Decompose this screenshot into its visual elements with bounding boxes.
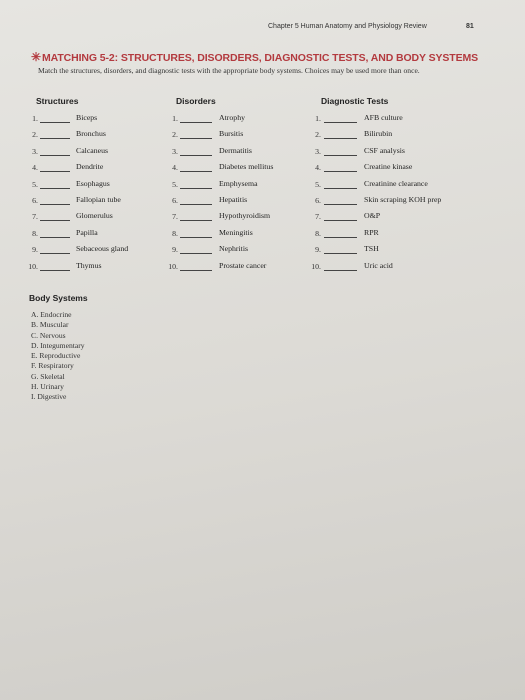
- answer-blank[interactable]: [40, 220, 70, 221]
- item-term: Hepatitis: [219, 194, 248, 204]
- answer-blank[interactable]: [40, 270, 70, 271]
- item-number: 6.: [315, 195, 321, 205]
- answer-blank[interactable]: [324, 188, 357, 189]
- match-row: [168, 259, 316, 275]
- match-row: [32, 242, 176, 258]
- item-term: Atrophy: [219, 113, 245, 122]
- item-number: 4.: [172, 163, 178, 173]
- body-system-option: D. Integumentary: [31, 340, 85, 350]
- match-row: [315, 242, 491, 258]
- item-number: 5.: [172, 179, 178, 189]
- item-term: Hypothyroidism: [219, 211, 271, 221]
- item-term: Papilla: [76, 227, 98, 237]
- answer-blank[interactable]: [324, 171, 357, 172]
- body-system-option: H. Urinary: [31, 382, 64, 392]
- structures-column: [28, 96, 176, 275]
- answer-blank[interactable]: [324, 237, 357, 238]
- item-term: O&P: [364, 211, 381, 221]
- diagnostic-tests-column: [311, 96, 491, 275]
- item-term: Sebaceous gland: [76, 244, 129, 254]
- item-number: 6.: [32, 195, 38, 205]
- answer-blank[interactable]: [40, 237, 70, 238]
- match-row: [172, 160, 316, 176]
- answer-blank[interactable]: [40, 188, 70, 189]
- match-row: [311, 259, 491, 275]
- item-number: 2.: [315, 130, 321, 140]
- structures-list: [28, 111, 176, 275]
- item-term: Bursitis: [219, 129, 244, 139]
- body-system-option: F. Respiratory: [31, 361, 74, 371]
- match-row: [172, 177, 316, 193]
- answer-blank[interactable]: [324, 204, 357, 205]
- match-row: [32, 209, 176, 225]
- match-row: [32, 160, 176, 176]
- body-system-option: C. Nervous: [31, 330, 66, 340]
- item-term: Emphysema: [219, 178, 258, 188]
- match-row: [315, 193, 491, 209]
- item-number: 8.: [32, 228, 38, 238]
- answer-blank[interactable]: [180, 253, 212, 254]
- item-term: Bronchus: [76, 129, 106, 139]
- item-number: 7.: [315, 212, 321, 222]
- item-number: 3.: [172, 146, 178, 156]
- item-number: 3.: [315, 146, 321, 156]
- item-number: 9.: [315, 245, 321, 255]
- item-term: Thymus: [76, 260, 102, 270]
- match-row: [32, 193, 176, 209]
- item-number: 3.: [32, 146, 38, 156]
- diagnostic-tests-heading: Diagnostic Tests: [321, 96, 389, 106]
- item-term: Meningitis: [219, 227, 253, 237]
- structures-heading: Structures: [36, 96, 79, 106]
- body-system-option: I. Digestive: [31, 392, 67, 402]
- disorders-heading: Disorders: [176, 96, 216, 106]
- item-term: Nephritis: [219, 244, 249, 254]
- item-number: 10.: [311, 261, 321, 271]
- item-number: 1.: [315, 114, 321, 123]
- item-term: Diabetes mellitus: [219, 162, 274, 172]
- answer-blank[interactable]: [324, 138, 357, 139]
- item-term: Esophagus: [76, 178, 110, 188]
- item-number: 8.: [315, 228, 321, 238]
- answer-blank[interactable]: [180, 188, 212, 189]
- exercise-title-text: MATCHING 5-2: STRUCTURES, DISORDERS, DIAGNOSTIC TESTS, AND BODY SYSTEMS: [41, 52, 479, 64]
- answer-blank[interactable]: [324, 253, 357, 254]
- item-number: 2.: [32, 130, 38, 140]
- match-row: [172, 226, 316, 242]
- item-term: Dermatitis: [219, 145, 252, 155]
- exercise-title: [31, 50, 491, 64]
- answer-blank[interactable]: [180, 122, 212, 123]
- match-row: [32, 111, 176, 127]
- answer-blank[interactable]: [40, 253, 70, 254]
- item-number: 5.: [315, 179, 321, 189]
- match-row: [28, 259, 176, 275]
- match-row: [32, 127, 176, 143]
- item-term: Biceps: [76, 113, 98, 122]
- answer-blank[interactable]: [40, 138, 70, 139]
- item-number: 4.: [315, 163, 321, 173]
- match-row: [172, 111, 316, 127]
- answer-blank[interactable]: [180, 270, 212, 271]
- disorders-column: [168, 96, 316, 275]
- item-number: 7.: [32, 212, 38, 222]
- match-row: [32, 226, 176, 242]
- match-row: [315, 111, 491, 127]
- match-row: [315, 209, 491, 225]
- match-row: [172, 193, 316, 209]
- answer-blank[interactable]: [324, 122, 357, 123]
- item-term: Fallopian tube: [76, 194, 121, 204]
- item-number: 1.: [172, 114, 178, 123]
- item-term: Bilirubin: [364, 129, 393, 139]
- answer-blank[interactable]: [180, 237, 212, 238]
- disorders-list: [168, 111, 316, 275]
- item-number: 6.: [172, 195, 178, 205]
- item-term: Uric acid: [364, 260, 393, 270]
- item-term: Dendrite: [76, 162, 104, 172]
- match-row: [315, 226, 491, 242]
- running-head-text: Chapter 5 Human Anatomy and Physiology Review: [268, 23, 427, 30]
- item-number: 7.: [172, 212, 178, 222]
- answer-blank[interactable]: [40, 204, 70, 205]
- item-term: Glomerulus: [76, 211, 113, 221]
- match-row: [172, 144, 316, 160]
- answer-blank[interactable]: [324, 270, 357, 271]
- body-system-option: B. Muscular: [31, 320, 69, 330]
- body-system-option: G. Skeletal: [31, 371, 65, 381]
- match-row: [32, 144, 176, 160]
- item-term: Prostate cancer: [219, 260, 267, 270]
- answer-blank[interactable]: [40, 122, 70, 123]
- running-head: [268, 23, 474, 30]
- match-row: [172, 127, 316, 143]
- item-number: 9.: [32, 245, 38, 255]
- answer-blank[interactable]: [324, 220, 357, 221]
- item-number: 10.: [168, 261, 178, 271]
- answer-blank[interactable]: [180, 220, 212, 221]
- body-systems-heading: Body Systems: [29, 293, 88, 303]
- answer-blank[interactable]: [40, 155, 70, 156]
- item-term: Calcaneus: [76, 145, 109, 155]
- star-icon: ✳: [31, 50, 41, 64]
- answer-blank[interactable]: [180, 155, 212, 156]
- match-row: [315, 160, 491, 176]
- page-number: 81: [466, 23, 474, 30]
- answer-blank[interactable]: [324, 155, 357, 156]
- item-number: 9.: [172, 245, 178, 255]
- item-term: TSH: [364, 244, 379, 254]
- match-row: [315, 144, 491, 160]
- body-systems-list: [29, 310, 88, 403]
- item-term: Creatinine clearance: [364, 178, 428, 188]
- body-system-option: E. Reproductive: [31, 351, 81, 361]
- body-systems-section: [29, 293, 88, 403]
- item-number: 10.: [28, 261, 38, 271]
- match-row: [32, 177, 176, 193]
- answer-blank[interactable]: [40, 171, 70, 172]
- answer-blank[interactable]: [180, 171, 212, 172]
- match-row: [172, 209, 316, 225]
- answer-blank[interactable]: [180, 204, 212, 205]
- item-term: AFB culture: [364, 113, 403, 122]
- item-number: 4.: [32, 163, 38, 173]
- item-term: Skin scraping KOH prep: [364, 194, 442, 204]
- item-number: 2.: [172, 130, 178, 140]
- match-row: [315, 177, 491, 193]
- match-row: [315, 127, 491, 143]
- item-number: 1.: [32, 114, 38, 123]
- item-term: CSF analysis: [364, 145, 405, 155]
- item-number: 8.: [172, 228, 178, 238]
- answer-blank[interactable]: [180, 138, 212, 139]
- item-term: RPR: [364, 227, 379, 237]
- body-system-option: A. Endocrine: [31, 310, 72, 319]
- item-term: Creatine kinase: [364, 162, 413, 172]
- instructions: Match the structures, disorders, and diagnostic tests with the appropriate body systems. Choices may be used more than once.: [38, 66, 420, 75]
- item-number: 5.: [32, 179, 38, 189]
- match-row: [172, 242, 316, 258]
- diagnostic-tests-list: [311, 111, 491, 275]
